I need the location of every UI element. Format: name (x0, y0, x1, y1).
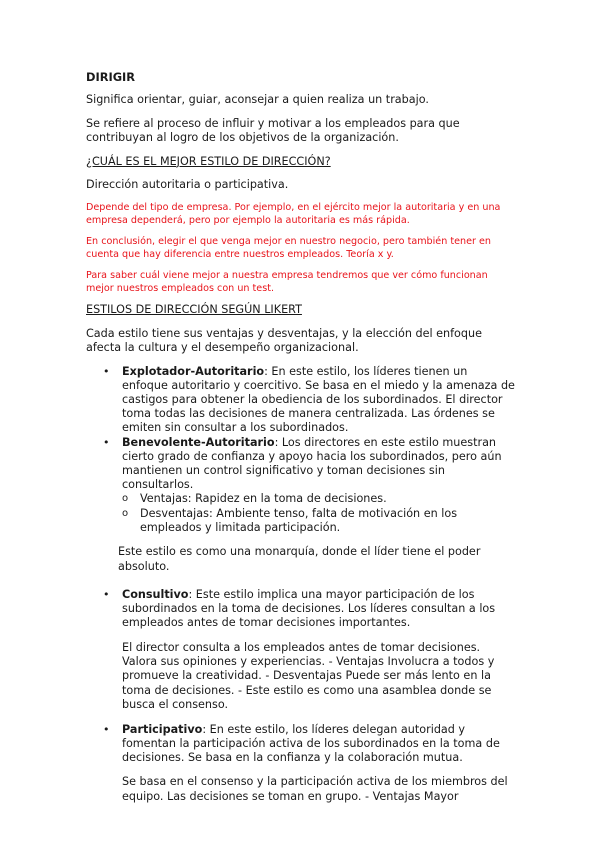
sub-term: Desventajas (140, 506, 209, 520)
style-description: : Este estilo implica una mayor participación de los subordinados en la toma de decisiones. Los líderes consultan a los empleados antes de tomar decisiones importantes. (122, 587, 496, 630)
red-note-1: Depende del tipo de empresa. Por ejemplo, en el ejército mejor la autoritaria y en una empresa dependerá, pero por ejemplo la autoritaria es más rápida. (86, 202, 501, 227)
likert-styles-list (86, 365, 516, 535)
likert-intro-paragraph: Cada estilo tiene sus ventajas y desventajas, y la elección del enfoque afecta la cultura y el desempeño organizacional. (86, 326, 482, 355)
consultive-detail-paragraph: El director consulta a los empleados antes de tomar decisiones. Valora sus opiniones y experiencias. - Ventajas Involucra a todos y promueve la creatividad. - Desventajas Puede ser más lento en la toma de decisiones. - Este estilo es como una asamblea donde se busca el consenso. (122, 640, 495, 712)
document-title: DIRIGIR (86, 70, 136, 84)
list-item (86, 723, 516, 766)
circle-bullet-icon: o (122, 493, 129, 505)
sub-list-item (122, 507, 516, 535)
style-term: Explotador-Autoritario (122, 364, 265, 378)
participative-detail-paragraph: Se basa en el consenso y la participación activa de los miembros del equipo. Las decisiones se toman en grupo. - Ventajas Mayor (122, 775, 508, 803)
section-heading-best-style: ¿CUÁL ES EL MEJOR ESTILO DE DIRECCIÓN? (86, 154, 331, 168)
sub-description: : Ambiente tenso, falta de motivación en los empleados y limitada participación. (140, 506, 458, 534)
style-description: : En este estilo, los líderes tienen un enfoque autoritario y coercitivo. Se basa en el miedo y la amenaza de castigos para obtener la obediencia de los subordinados. El director toma todas las decisiones de manera centralizada. Las órdenes se emiten sin consultar a los subordinados. (122, 364, 515, 435)
list-item (86, 436, 516, 535)
likert-styles-list-2 (86, 588, 516, 631)
style-description: : En este estilo, los líderes delegan autoridad y fomentan la participación activa de los subordinados en la toma de decisiones. Se basa en la confianza y la colaboración mutua. (122, 722, 500, 764)
section-heading-likert: ESTILOS DE DIRECCIÓN SEGÚN LIKERT (86, 303, 302, 317)
document-page (86, 70, 516, 804)
sub-list (122, 492, 516, 535)
sub-description: : Rapidez en la toma de decisiones. (187, 492, 387, 506)
bullet-icon: • (103, 435, 110, 449)
answer-paragraph: Dirección autoritaria o participativa. (86, 178, 289, 192)
red-note-3: Para saber cuál viene mejor a nuestra empresa tendremos que ver cómo funcionan mejor nuestros empleados con un test. (86, 270, 488, 295)
list-item (86, 588, 516, 631)
style-term: Benevolente-Autoritario (122, 435, 275, 449)
definition-paragraph: Significa orientar, guiar, aconsejar a quien realiza un trabajo. (86, 93, 429, 107)
sub-list-item (122, 492, 516, 506)
monarchy-paragraph: Este estilo es como una monarquía, donde el líder tiene el poder absoluto. (118, 545, 481, 573)
bullet-icon: • (103, 587, 110, 601)
circle-bullet-icon: o (122, 507, 129, 519)
description-paragraph: Se refiere al proceso de influir y motivar a los empleados para que contribuyan al logro de los objetivos de la organización. (86, 116, 460, 145)
likert-styles-list-3 (86, 723, 516, 766)
style-description: : Los directores en este estilo muestran cierto grado de confianza y apoyo hacia los subordinados, pero aún mantienen un control significativo y toman decisiones sin consultarlos. (122, 435, 502, 492)
list-item (86, 365, 516, 436)
style-term: Participativo (122, 722, 203, 736)
bullet-icon: • (103, 722, 110, 736)
bullet-icon: • (103, 364, 110, 378)
style-term: Consultivo (122, 587, 189, 601)
red-note-2: En conclusión, elegir el que venga mejor en nuestro negocio, pero también tener en cuenta que hay diferencia entre nuestros empleados. Teoría x y. (86, 236, 491, 261)
sub-term: Ventajas (140, 492, 188, 506)
